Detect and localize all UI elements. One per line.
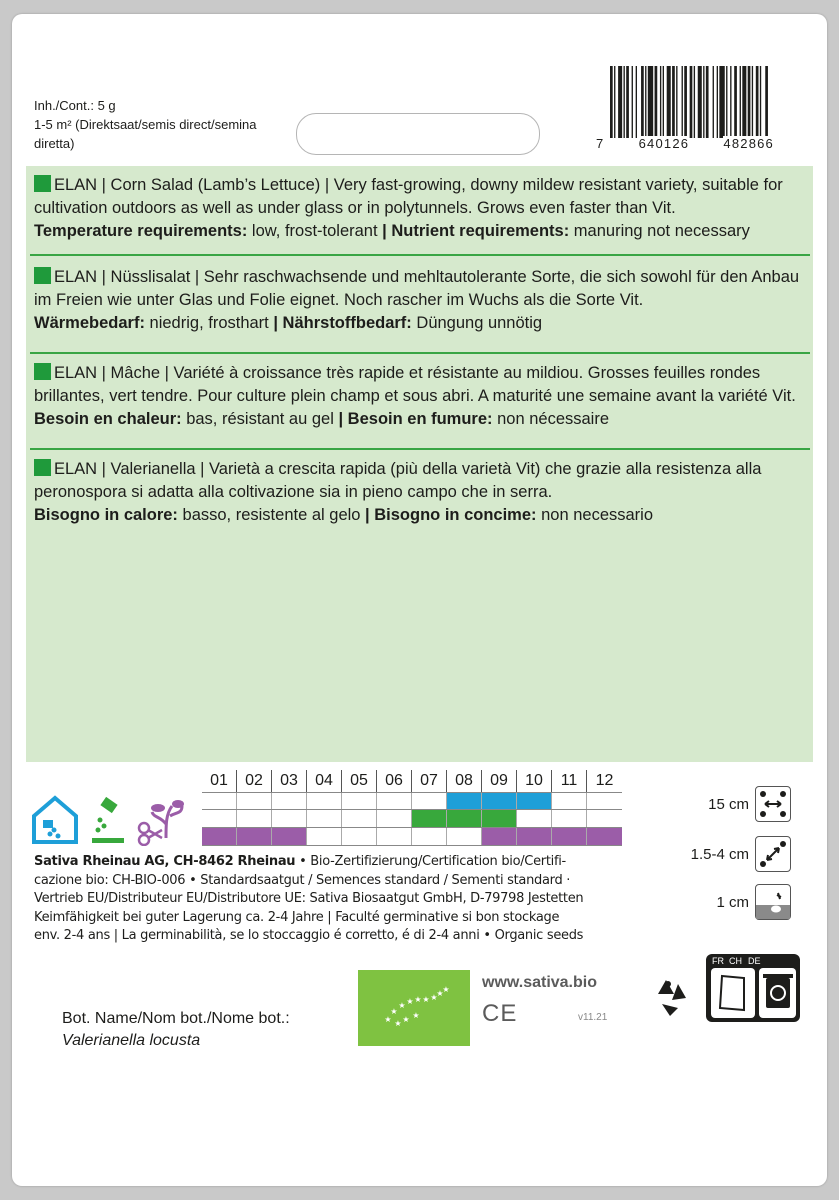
eu-star-icon: ★ [422,995,430,1004]
temp-value-de: niedrig, frosthart [144,314,274,332]
sowing-depth-label: 1 cm [716,893,749,911]
calendar-cell [342,793,377,809]
calendar-cell [307,793,342,809]
barcode-bar [694,66,695,138]
barcode-bar [624,66,625,138]
botanical-latin: Valerianella locusta [62,1032,201,1049]
barcode-bar [655,66,658,138]
eu-star-icon: ★ [394,1019,402,1028]
calendar-cell [342,828,377,845]
packet-window [296,113,540,155]
barcode-bar [626,66,629,138]
sowing-depth-icon [755,884,791,920]
temp-label-de: Wärmebedarf: [34,314,145,332]
calendar-month-02: 02 [237,770,272,792]
barcode-digit-right: 482866 [723,136,774,151]
nutr-value-de: Düngung unnötig [411,314,543,332]
harvest-scissors-icon [136,794,186,846]
nutr-label-fr: | Besoin en fumure: [338,410,493,428]
calendar-cell [412,828,447,845]
calendar-cell [342,810,377,827]
barcode-bar [641,66,644,138]
calendar-month-05: 05 [342,770,377,792]
eu-star-icon: ★ [406,997,414,1006]
calendar-cell [482,828,517,845]
barcode-bar [684,66,687,138]
temp-label-en: Temperature requirements: [34,222,248,240]
calendar-cell [517,810,552,827]
cultivation-icons [30,794,186,846]
calendar-cell [447,810,482,827]
barcode-bar [676,66,677,138]
company-info [34,853,634,946]
calendar-cell [587,810,622,827]
barcode-bar [667,66,671,138]
barcode-bar [748,66,751,138]
calendar-cell [377,810,412,827]
barcode-bar [614,66,615,138]
barcode-bar [706,66,709,138]
barcode-bars [596,66,774,138]
calendar-cell [482,793,517,809]
nutr-value-fr: non nécessaire [492,410,610,428]
sowing-icon [90,794,126,846]
barcode-bar [719,66,724,138]
recycle-tag-de: DE [748,956,761,966]
content-info [34,96,257,153]
calendar-cell [307,828,342,845]
barcode-digits [596,136,774,151]
barcode-bar [717,66,718,138]
calendar-cell [552,810,587,827]
divider [30,352,810,354]
calendar-month-06: 06 [377,770,412,792]
divider [30,448,810,450]
temp-value-en: low, frost-tolerant [247,222,383,240]
nutr-value-en: manuring not necessary [569,222,750,240]
eu-star-icon: ★ [390,1007,398,1016]
description-en [34,174,808,243]
calendar-cell [412,810,447,827]
calendar-month-12: 12 [595,772,614,789]
version-label: v11.21 [578,1012,608,1023]
botanical-label: Bot. Name/Nom bot./Nome bot.: [62,1010,290,1027]
calendar-cell [412,793,447,809]
barcode-bar [742,66,746,138]
calendar-month-10: 10 [517,770,552,792]
content-area-cont: diretta) [34,136,75,151]
calendar-cell [377,793,412,809]
barcode-bar [632,66,633,138]
plant-spacing-label: 1.5-4 cm [690,845,749,863]
calendar-cell [517,828,552,845]
row-spacing [708,786,791,822]
calendar-cell [237,793,272,809]
calendar-cell [447,793,482,809]
calendar-cell [237,810,272,827]
growing-calendar [202,770,622,846]
eu-star-icon: ★ [384,1015,392,1024]
barcode-bar [698,66,702,138]
barcode-bar [660,66,661,138]
barcode-bar [636,66,637,138]
calendar-cell [202,828,237,845]
calendar-month-08: 08 [447,770,482,792]
calendar-month-09: 09 [482,770,517,792]
eu-star-icon: ★ [430,993,438,1002]
calendar-cell [587,793,622,809]
eu-star-icon: ★ [402,1015,410,1024]
company-line-3: Vertrieb EU/Distributeur EU/Distributore UE: Sativa Biosaatgut GmbH, D-79798 Jestetten [34,891,584,906]
calendar-month-01: 01 [202,770,237,792]
calendar-cell [237,828,272,845]
ce-mark: CE [482,1000,518,1027]
divider [30,254,810,256]
temp-label-fr: Besoin en chaleur: [34,410,182,428]
barcode-bar [690,66,693,138]
calendar-cell [517,793,552,809]
barcode-digit-left: 640126 [638,136,690,151]
content-weight: Inh./Cont.: 5 g [34,98,116,113]
row-spacing-icon [755,786,791,822]
nutr-label-en: | Nutrient requirements: [382,222,570,240]
barcode-digit-lead: 7 [596,136,605,151]
eu-organic-logo [358,970,470,1046]
green-square-icon [34,459,51,476]
plant-spacing [691,836,791,872]
green-square-icon [34,363,51,380]
greenhouse-icon [30,794,80,846]
description-en-text: ELAN | Corn Salad (Lamb’s Lettuce) | Very fast-growing, downy mildew resistant variety, suitable for cultivation outdoors as well as under glass or in polytunnels. Grows even faster than Vit. [34,176,783,217]
calendar-cell [447,828,482,845]
barcode-bar [682,66,683,138]
botanical-name [62,1008,290,1052]
calendar-cell [272,810,307,827]
company-line-2: cazione bio: CH-BIO-006 • Standardsaatgut / Semences standard / Sementi standard · [34,872,571,888]
calendar-row-sowing [202,810,622,828]
temp-value-it: basso, resistente al gelo [177,506,366,524]
description-fr-text: ELAN | Mâche | Variété à croissance très rapide et résistante au mildiou. Grosses feuilles rondes brillantes, vert tendre. Pour culture plein champ et sous abri. A maturité une semaine avant la variété Vit. [34,364,796,405]
calendar-month-11: 11 [552,770,587,792]
nutr-value-it: non necessario [536,506,654,524]
description-it [34,458,808,527]
plant-spacing-icon [755,836,791,872]
calendar-row-harvest [202,828,622,846]
company-line-5: env. 2-4 ans | La germinabilità, se lo stoccaggio é corretto, é di 2-4 anni • Organic seeds [34,928,584,943]
barcode-bar [703,66,704,138]
barcode-bar [648,66,653,138]
barcode-bar [740,66,741,138]
company-line-4: Keimfähigkeit bei guter Lagerung ca. 2-4 Jahre | Faculté germinative si bon stockage [34,909,560,925]
barcode-bar [663,66,664,138]
row-spacing-label: 15 cm [708,795,749,813]
calendar-month-07: 07 [412,770,447,792]
barcode-bar [752,66,753,138]
barcode-bar [672,66,675,138]
recycling-info [648,954,808,1029]
barcode-bar [756,66,759,138]
calendar-cell [377,828,412,845]
calendar-cell [202,793,237,809]
barcode-bar [734,66,737,138]
calendar-months [202,770,622,792]
calendar-cell [552,828,587,845]
eu-star-icon: ★ [442,985,450,994]
temp-label-it: Bisogno in calore: [34,506,178,524]
calendar-cell [272,793,307,809]
eu-star-icon: ★ [436,989,444,998]
temp-value-fr: bas, résistant au gel [181,410,339,428]
calendar-cell [307,810,342,827]
eu-star-icon: ★ [398,1001,406,1010]
description-de [34,266,808,335]
description-fr [34,362,808,431]
company-name: Sativa Rheinau AG, CH-8462 Rheinau [34,854,296,869]
eu-star-icon: ★ [414,995,422,1004]
calendar-month-03: 03 [272,770,307,792]
website-link[interactable]: www.sativa.bio [482,974,597,991]
barcode-bar [610,66,613,138]
calendar-cell [552,793,587,809]
green-square-icon [34,267,51,284]
recycle-tag-fr: FR [712,956,724,966]
recycling-icons [648,954,808,1024]
company-line-1: • Bio-Zertifizierung/Certification bio/Certifi- [295,854,566,869]
calendar-cell [272,828,307,845]
eu-star-icon: ★ [412,1011,420,1020]
calendar-month-04: 04 [307,770,342,792]
recycle-tag-ch: CH [729,956,742,966]
calendar-cell [202,810,237,827]
barcode-bar [618,66,622,138]
description-de-text: ELAN | Nüsslisalat | Sehr raschwachsende und mehltautolerante Sorte, die sich sowohl für den Anbau im Freien wie unter Glas und Folie eignet. Noch rascher im Wuchs als die Sorte Vit. [34,268,800,309]
barcode-bar [760,66,761,138]
nutr-label-de: | Nährstoffbedarf: [273,314,412,332]
sowing-depth [716,884,791,920]
calendar-cell [482,810,517,827]
content-area: 1-5 m² (Direktsaat/semis direct/semina [34,117,257,132]
barcode-bar [713,66,714,138]
barcode-bar [765,66,768,138]
calendar-cell [587,828,622,845]
calendar-row-indoor [202,792,622,810]
barcode-bar [645,66,646,138]
barcode-bar [730,66,731,138]
barcode-bar [726,66,727,138]
description-it-text: ELAN | Valerianella | Varietà a crescita rapida (più della varietà Vit) che grazie alla resistenza alla peronospora si adatta alla coltivazione sia in pieno campo che in serra. [34,460,762,501]
green-square-icon [34,175,51,192]
nutr-label-it: | Bisogno in concime: [365,506,537,524]
